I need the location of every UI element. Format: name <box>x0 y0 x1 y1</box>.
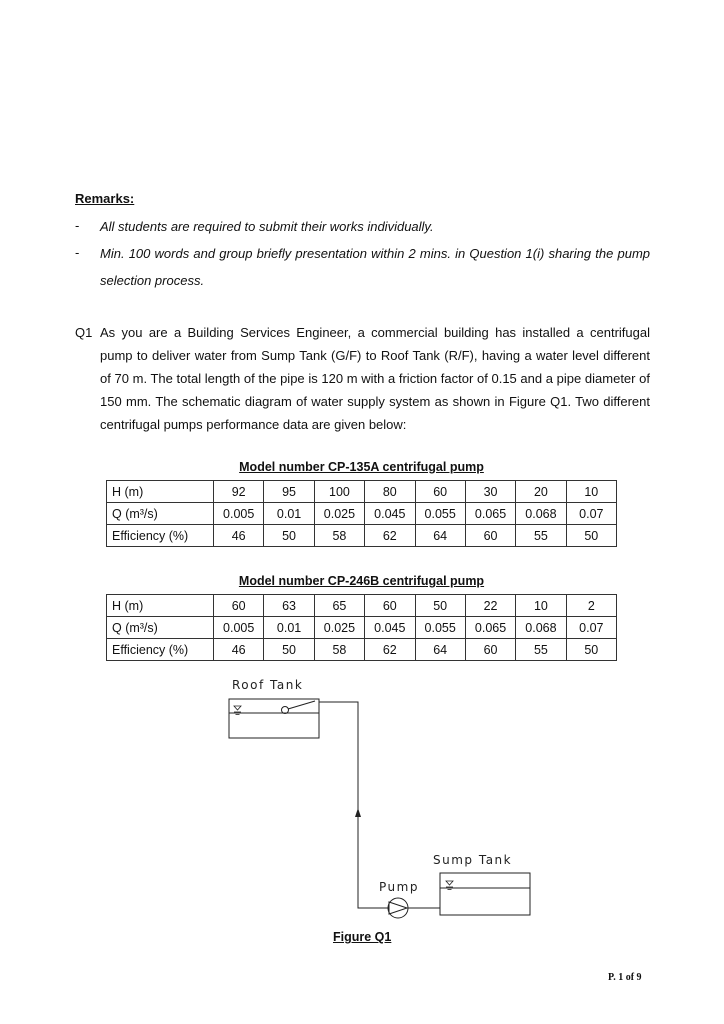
table-cell: 92 <box>214 481 264 503</box>
table-cell: 55 <box>516 639 566 661</box>
table-cell: 22 <box>465 595 515 617</box>
pump-icon <box>388 898 408 918</box>
table-cell: 20 <box>516 481 566 503</box>
table-cell: 0.055 <box>415 617 465 639</box>
flow-arrow-icon <box>355 808 361 817</box>
table-cell: 50 <box>566 639 616 661</box>
roof-tank <box>229 699 319 738</box>
table-cell: 60 <box>415 481 465 503</box>
table-cell: 0.055 <box>415 503 465 525</box>
table-cell: 60 <box>365 595 415 617</box>
table-cell: 50 <box>264 639 314 661</box>
table-cell: 50 <box>415 595 465 617</box>
table-cell: 64 <box>415 525 465 547</box>
table-cell: 46 <box>214 525 264 547</box>
remark-item: All students are required to submit their works individually. <box>100 219 434 234</box>
table-cell: 10 <box>566 481 616 503</box>
table-cell: 0.07 <box>566 617 616 639</box>
table-cell: 0.07 <box>566 503 616 525</box>
table-cell: 10 <box>516 595 566 617</box>
row-label: Q (m³/s) <box>107 503 214 525</box>
table-cell: 58 <box>314 525 364 547</box>
table-cell: 0.068 <box>516 503 566 525</box>
sump-tank <box>440 873 530 915</box>
roof-tank-label: Roof Tank <box>232 678 304 692</box>
table-cell: 65 <box>314 595 364 617</box>
table-cell: 0.065 <box>465 617 515 639</box>
table-cell: 58 <box>314 639 364 661</box>
row-label: Efficiency (%) <box>107 639 214 661</box>
table-cell: 50 <box>566 525 616 547</box>
bullet-dash: - <box>75 245 80 260</box>
table-cell: 62 <box>365 525 415 547</box>
remark-item: Min. 100 words and group briefly presentation within 2 mins. in Question 1(i) sharing the pump selection process. <box>100 246 650 288</box>
bullet-dash: - <box>75 218 80 233</box>
row-label: Efficiency (%) <box>107 525 214 547</box>
table-cell: 95 <box>264 481 314 503</box>
table-cell: 0.025 <box>314 503 364 525</box>
table-cell: 50 <box>264 525 314 547</box>
table-cell: 60 <box>465 639 515 661</box>
table-cell: 63 <box>264 595 314 617</box>
table-cell: 60 <box>214 595 264 617</box>
table-cell: 60 <box>465 525 515 547</box>
table-cell: 100 <box>314 481 364 503</box>
table-cell: 0.045 <box>365 617 415 639</box>
table-cell: 0.065 <box>465 503 515 525</box>
table-cell: 0.005 <box>214 503 264 525</box>
table-cell: 46 <box>214 639 264 661</box>
figure-caption: Figure Q1 <box>333 930 392 944</box>
table-title: Model number CP-246B centrifugal pump <box>238 574 485 588</box>
pump-label: Pump <box>379 880 419 894</box>
row-label: H (m) <box>107 481 214 503</box>
question-number: Q1 <box>75 325 93 340</box>
table-cell: 0.005 <box>214 617 264 639</box>
row-label: H (m) <box>107 595 214 617</box>
table-cell: 0.01 <box>264 503 314 525</box>
remarks-title: Remarks: <box>75 191 135 206</box>
table-cell: 0.045 <box>365 503 415 525</box>
table-cell: 2 <box>566 595 616 617</box>
table-cell: 62 <box>365 639 415 661</box>
table-cell: 64 <box>415 639 465 661</box>
delivery-pipe <box>319 702 388 908</box>
table-cell: 0.025 <box>314 617 364 639</box>
table-cell: 80 <box>365 481 415 503</box>
table-cell: 30 <box>465 481 515 503</box>
table-cell: 55 <box>516 525 566 547</box>
question-text: As you are a Building Services Engineer, a commercial building has installed a centrifugal pump to deliver water from Sump Tank (G/F) to Roof Tank (R/F), having a water level different of 70 m. The total length of the pipe is 120 m with a friction factor of 0.15 and a pipe diameter of 150 mm. The schematic diagram of water supply system as shown in Figure Q1. Two different centrifugal pumps performance data are given below: <box>100 325 650 432</box>
table-cell: 0.068 <box>516 617 566 639</box>
sump-tank-label: Sump Tank <box>433 853 513 867</box>
page-number: P. 1 of 9 <box>608 972 642 983</box>
row-label: Q (m³/s) <box>107 617 214 639</box>
float-valve-icon <box>282 701 316 714</box>
table-title: Model number CP-135A centrifugal pump <box>239 460 484 474</box>
table-cell: 0.01 <box>264 617 314 639</box>
